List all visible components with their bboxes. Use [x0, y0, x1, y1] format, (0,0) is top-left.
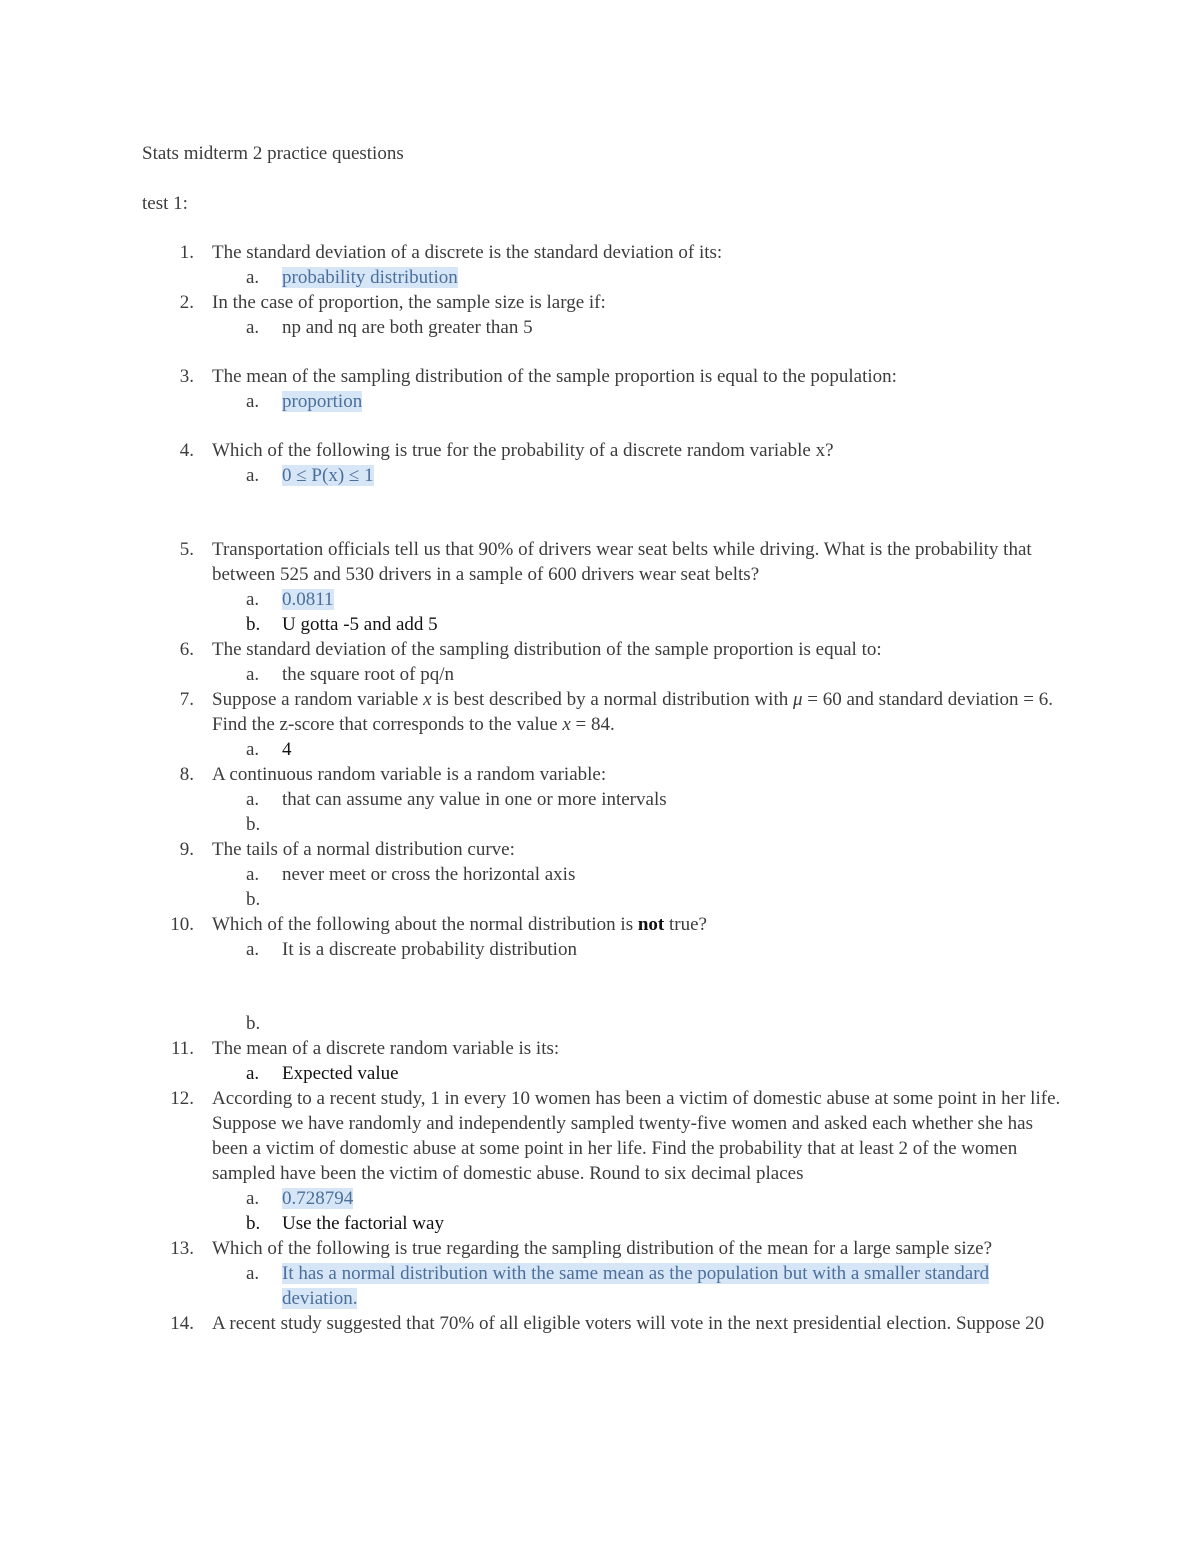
answer-text-highlighted: proportion — [282, 391, 363, 412]
math-variable: x — [562, 714, 571, 735]
question-text-part: is best described by a normal distribution with — [431, 689, 793, 710]
question-number: 10. — [170, 914, 194, 935]
answer-text: that can assume any value in one or more intervals — [282, 789, 667, 810]
question-text-part: = 84. — [570, 714, 615, 735]
answer-label: a. — [246, 391, 260, 412]
question-text: Transportation officials tell us that 90% of drivers wear seat belts while driving. What is the probability that between 525 and 530 drivers in a sample of 600 drivers wear seat belts? — [212, 539, 1032, 585]
answer-label: a. — [246, 939, 260, 960]
question-text: In the case of proportion, the sample size is large if: — [212, 292, 606, 313]
question-text: A continuous random variable is a random variable: — [212, 764, 607, 785]
answer-item — [0, 887, 1200, 912]
answer-text: 4 — [282, 739, 292, 760]
question-text: The mean of the sampling distribution of the sample proportion is equal to the population: — [212, 366, 897, 387]
answer-item — [0, 937, 1200, 962]
question-number: 3. — [179, 366, 194, 387]
blank-line — [0, 962, 1200, 1011]
question-text-part: true? — [664, 914, 707, 935]
question-8 — [0, 762, 1200, 787]
answer-label: a. — [246, 739, 260, 760]
question-10 — [0, 912, 1200, 937]
answer-item — [0, 389, 1200, 414]
question-4 — [0, 438, 1200, 463]
emphasis-text: not — [637, 914, 665, 935]
answer-item — [0, 265, 1200, 290]
answer-item — [0, 1186, 1200, 1211]
question-number: 13. — [170, 1238, 194, 1259]
answer-text — [282, 887, 1062, 912]
answer-label: b. — [246, 889, 261, 910]
question-text: Which of the following is true for the probability of a discrete random variable x? — [212, 440, 834, 461]
answer-label: b. — [246, 614, 261, 635]
question-text: The tails of a normal distribution curve: — [212, 839, 515, 860]
question-number: 7. — [179, 689, 194, 710]
answer-label: a. — [246, 317, 260, 338]
question-1 — [0, 240, 1200, 265]
answer-text — [282, 1011, 1062, 1036]
question-text: The standard deviation of the sampling distribution of the sample proportion is equal to: — [212, 639, 882, 660]
answer-item — [0, 463, 1200, 488]
answer-label: a. — [246, 589, 260, 610]
question-5 — [0, 537, 1200, 587]
question-number: 6. — [179, 639, 194, 660]
answer-label: a. — [246, 864, 260, 885]
question-number: 12. — [170, 1088, 194, 1109]
question-number: 1. — [179, 242, 194, 263]
blank-line — [0, 488, 1200, 537]
question-number: 5. — [179, 539, 194, 560]
answer-text: np and nq are both greater than 5 — [282, 317, 533, 338]
question-number: 14. — [170, 1313, 194, 1334]
question-number: 8. — [179, 764, 194, 785]
answer-item — [0, 315, 1200, 340]
answer-item — [0, 587, 1200, 612]
answer-item — [0, 1211, 1200, 1236]
question-11 — [0, 1036, 1200, 1061]
answer-label: a. — [246, 1188, 260, 1209]
answer-label: b. — [246, 1213, 261, 1234]
answer-text: Expected value — [282, 1063, 399, 1084]
answer-text-highlighted: It has a normal distribution with the same mean as the population but with a smaller standard deviation. — [282, 1263, 990, 1309]
question-text-part: Which of the following about the normal distribution is — [212, 914, 638, 935]
answer-label: a. — [246, 465, 260, 486]
question-text: The mean of a discrete random variable is its: — [212, 1038, 560, 1059]
answer-item — [0, 862, 1200, 887]
math-symbol: μ — [792, 689, 803, 710]
answer-text — [282, 812, 1062, 837]
question-text: The standard deviation of a discrete is the standard deviation of its: — [212, 242, 723, 263]
question-number: 9. — [179, 839, 194, 860]
answer-label: a. — [246, 1263, 260, 1284]
answer-label: b. — [246, 1013, 261, 1034]
answer-text: Use the factorial way — [282, 1213, 444, 1234]
question-6 — [0, 637, 1200, 662]
question-14 — [0, 1311, 1200, 1336]
answer-label: a. — [246, 789, 260, 810]
question-13 — [0, 1236, 1200, 1261]
answer-item — [0, 612, 1200, 637]
answer-item — [0, 1261, 1200, 1311]
answer-text-highlighted: 0 ≤ P(x) ≤ 1 — [282, 465, 374, 486]
answer-label: b. — [246, 814, 261, 835]
question-text-part: = 60 and standard deviation = 6. Find the z-score that corresponds to the value — [212, 689, 1053, 735]
question-text — [212, 912, 1062, 937]
answer-item — [0, 662, 1200, 687]
question-list — [0, 240, 1200, 1336]
answer-item — [0, 812, 1200, 837]
answer-text-highlighted: 0.0811 — [282, 589, 334, 610]
question-text: According to a recent study, 1 in every 10 women has been a victim of domestic abuse at some point in her life. Suppose we have randomly and independently sampled twenty-five women and asked each whether she has been a victim of domestic abuse at some point in her life. Find the probability that at least 2 of the women sampled have been the victim of domestic abuse. Round to six decimal places — [212, 1088, 1061, 1184]
answer-label: a. — [246, 664, 260, 685]
math-variable: x — [423, 689, 432, 710]
answer-text-highlighted: 0.728794 — [282, 1188, 354, 1209]
section-heading: test 1: — [142, 193, 188, 214]
question-2 — [0, 290, 1200, 315]
answer-item — [0, 1061, 1200, 1086]
question-3 — [0, 364, 1200, 389]
question-text: A recent study suggested that 70% of all eligible voters will vote in the next presidential election. Suppose 20 — [212, 1313, 1045, 1334]
answer-item — [0, 1011, 1200, 1036]
blank-line — [0, 340, 1200, 364]
question-text-part: Suppose a random variable — [212, 689, 424, 710]
question-9 — [0, 837, 1200, 862]
question-12 — [0, 1086, 1200, 1186]
answer-label: a. — [246, 1063, 260, 1084]
answer-text: never meet or cross the horizontal axis — [282, 864, 576, 885]
question-text — [212, 687, 1062, 737]
question-number: 4. — [179, 440, 194, 461]
answer-item — [0, 737, 1200, 762]
question-number: 2. — [179, 292, 194, 313]
question-7 — [0, 687, 1200, 737]
answer-text: It is a discreate probability distribution — [282, 939, 577, 960]
answer-label: a. — [246, 267, 260, 288]
question-text: Which of the following is true regarding the sampling distribution of the mean for a large sample size? — [212, 1238, 993, 1259]
answer-text: the square root of pq/n — [282, 664, 455, 685]
answer-text-highlighted: probability distribution — [282, 267, 458, 288]
question-number: 11. — [170, 1038, 194, 1059]
answer-item — [0, 787, 1200, 812]
blank-line — [0, 414, 1200, 438]
answer-text: U gotta -5 and add 5 — [282, 614, 438, 635]
document-title: Stats midterm 2 practice questions — [142, 143, 404, 164]
